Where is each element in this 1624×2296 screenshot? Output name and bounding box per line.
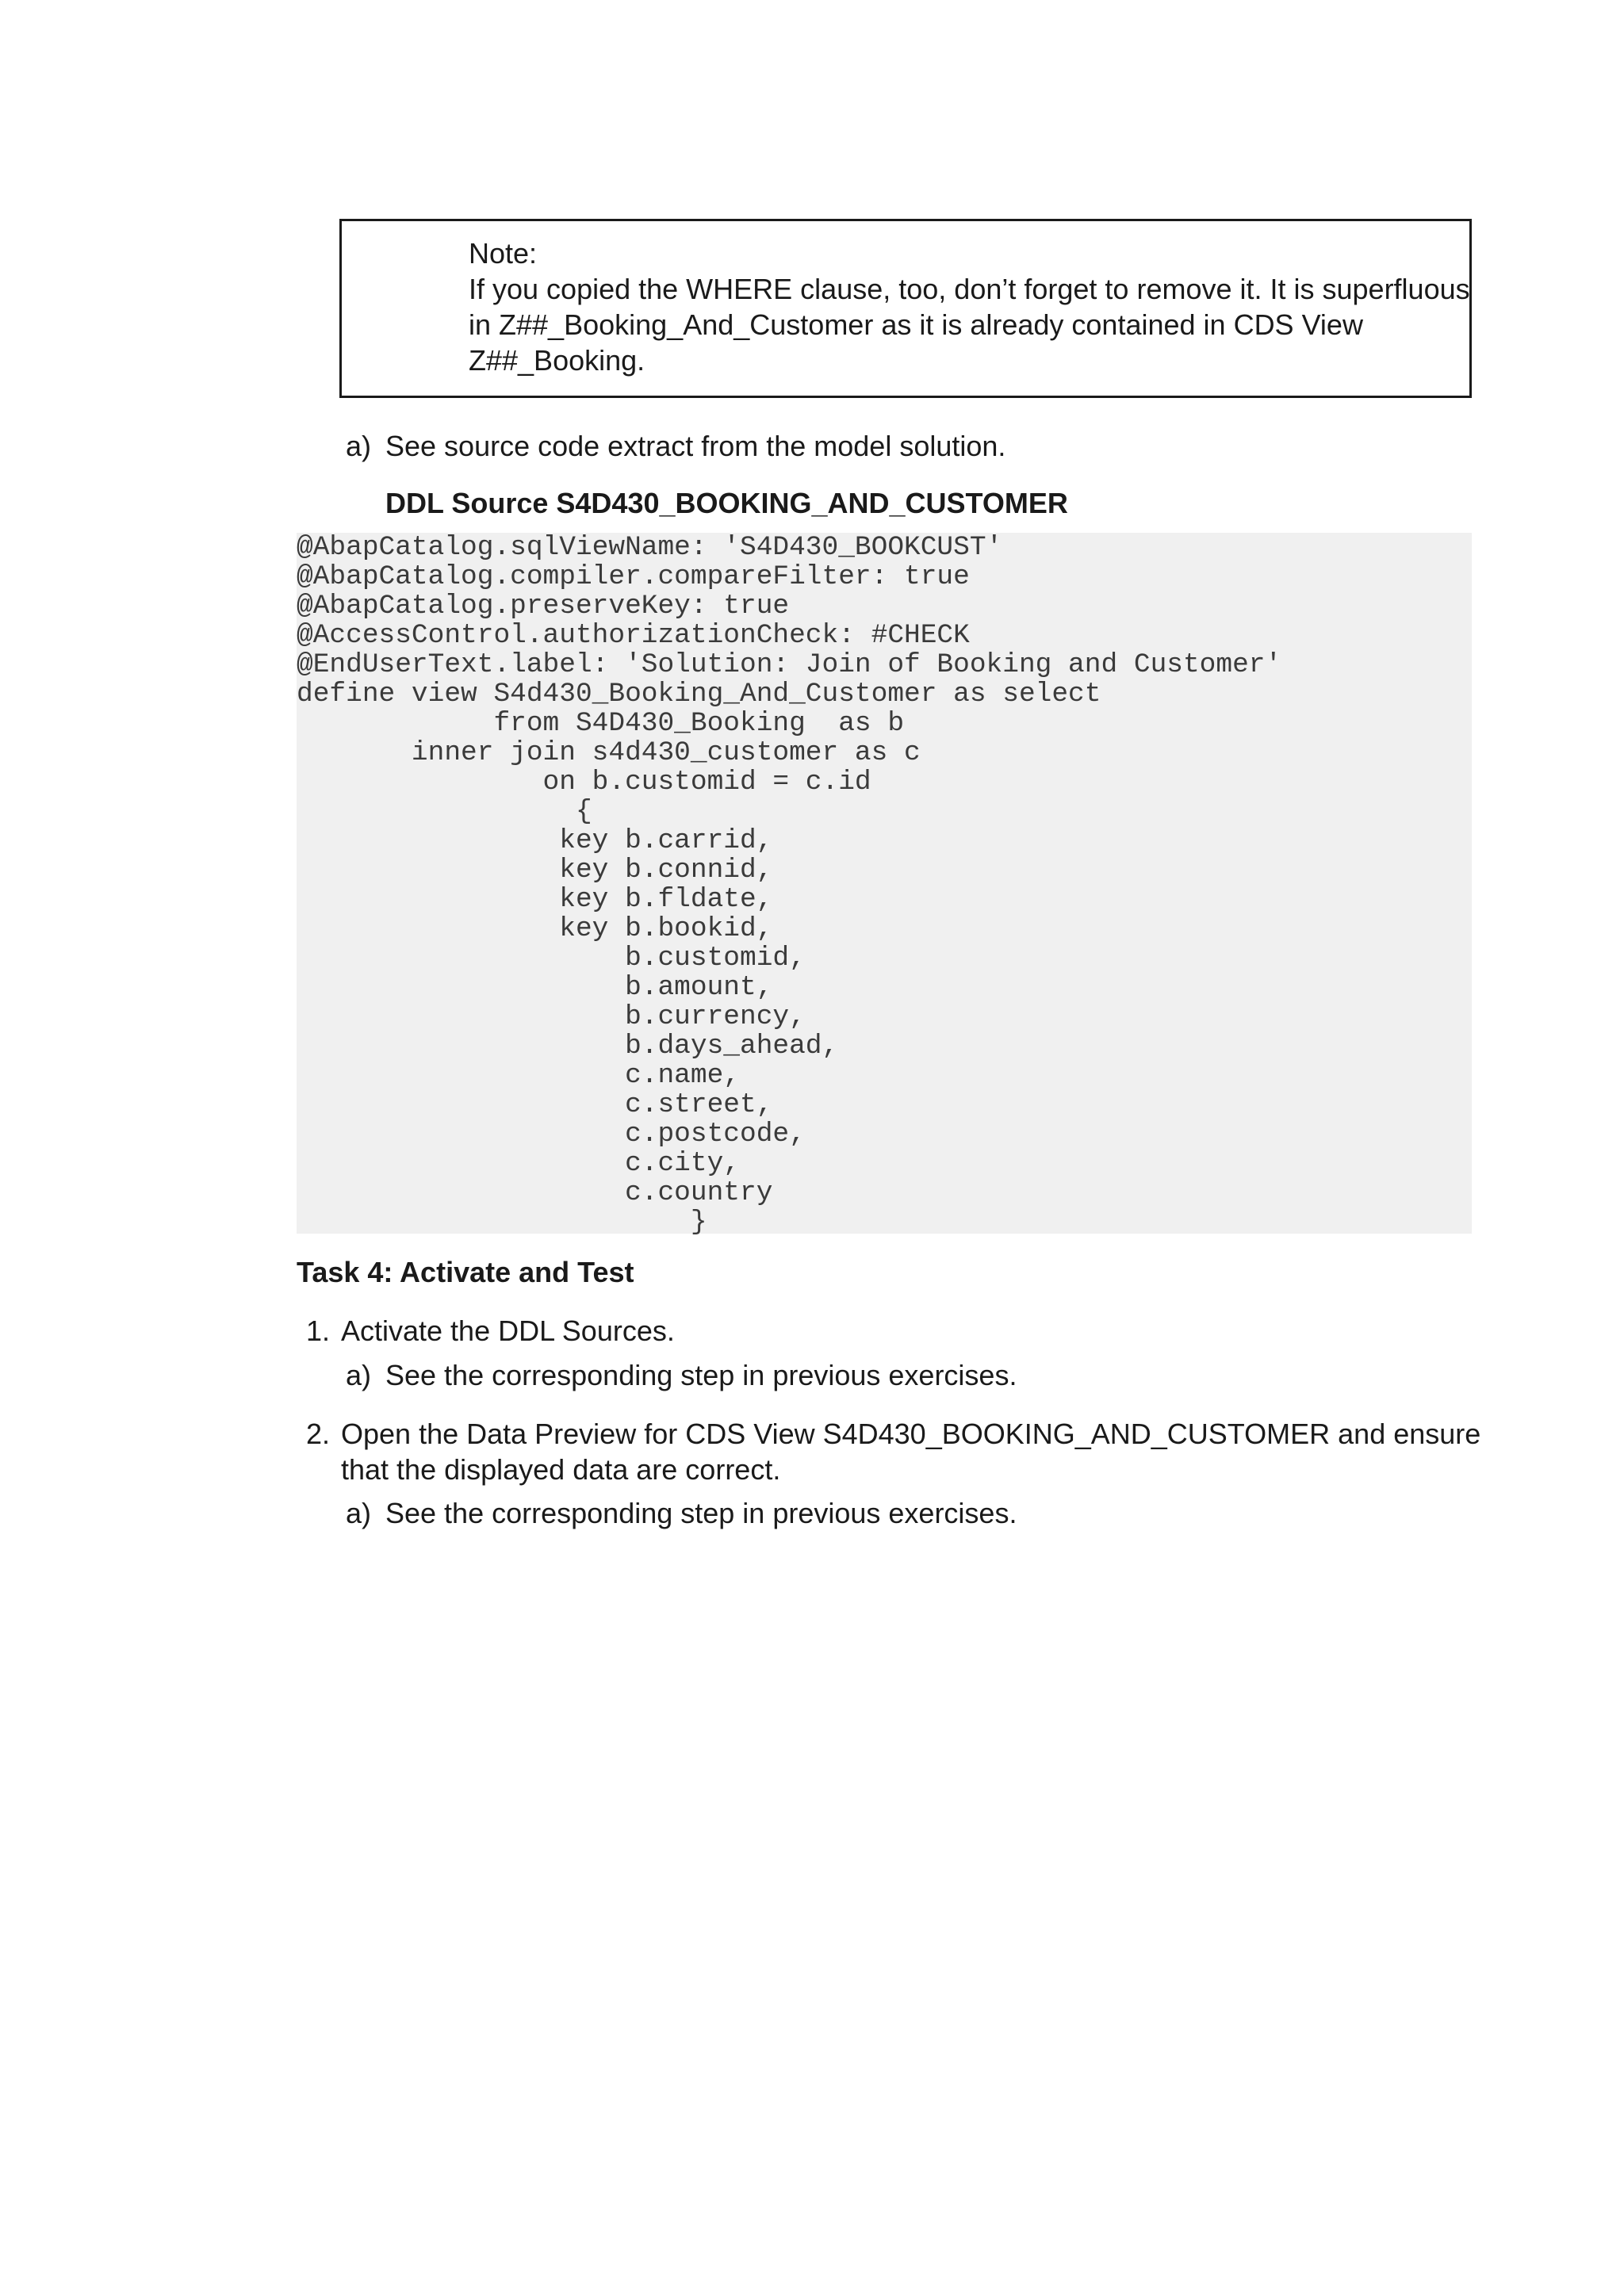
code-heading: DDL Source S4D430_BOOKING_AND_CUSTOMER bbox=[385, 487, 1068, 519]
step-text: See the corresponding step in previous exercises. bbox=[385, 1359, 1017, 1391]
code-line: b.days_ahead, bbox=[297, 1031, 839, 1062]
step-text: Activate the DDL Sources. bbox=[341, 1314, 675, 1347]
code-line: key b.bookid, bbox=[297, 913, 773, 944]
step-number: 1. bbox=[306, 1314, 331, 1347]
code-block bbox=[297, 532, 1472, 1238]
code-line: on b.customid = c.id bbox=[297, 767, 871, 798]
step-text: that the displayed data are correct. bbox=[341, 1453, 781, 1486]
task-step-1-sub-a bbox=[346, 1357, 1017, 1393]
code-line: @AccessControl.authorizationCheck: #CHECK bbox=[297, 620, 970, 651]
step-a-source-extract bbox=[346, 428, 1005, 464]
step-number: 2. bbox=[306, 1418, 331, 1450]
code-line: c.postcode, bbox=[297, 1119, 806, 1150]
code-line: b.customid, bbox=[297, 943, 806, 974]
note-line-3: Z##_Booking. bbox=[469, 344, 645, 377]
code-line: key b.connid, bbox=[297, 855, 773, 886]
note-line-2: in Z##_Booking_And_Customer as it is already contained in CDS View bbox=[469, 308, 1363, 341]
code-line: b.currency, bbox=[297, 1001, 806, 1032]
code-line: key b.fldate, bbox=[297, 884, 773, 915]
step-text: Open the Data Preview for CDS View S4D430_BOOKING_AND_CUSTOMER and ensure bbox=[341, 1418, 1481, 1450]
code-line: key b.carrid, bbox=[297, 825, 773, 856]
code-line: c.country bbox=[297, 1177, 773, 1208]
code-line: { bbox=[297, 796, 592, 827]
step-marker: a) bbox=[346, 430, 372, 462]
code-line: b.amount, bbox=[297, 972, 773, 1003]
note-box bbox=[339, 219, 1472, 398]
task-step-2-line-2 bbox=[306, 1452, 780, 1487]
code-line: define view S4d430_Booking_And_Customer as select bbox=[297, 679, 1101, 710]
code-line: @AbapCatalog.compiler.compareFilter: true bbox=[297, 561, 970, 592]
note-text bbox=[469, 235, 1470, 378]
code-line: from S4D430_Booking as b bbox=[297, 708, 905, 739]
task-step-1 bbox=[306, 1313, 675, 1349]
step-text: See the corresponding step in previous exercises. bbox=[385, 1497, 1017, 1529]
task-step-2 bbox=[306, 1416, 1480, 1452]
code-line: inner join s4d430_customer as c bbox=[297, 737, 921, 768]
note-line-1: If you copied the WHERE clause, too, don’t forget to remove it. It is superfluous bbox=[469, 273, 1470, 305]
code-line: c.street, bbox=[297, 1089, 773, 1120]
code-line: c.city, bbox=[297, 1148, 740, 1179]
note-title: Note: bbox=[469, 237, 538, 270]
code-line: @AbapCatalog.sqlViewName: 'S4D430_BOOKCUST' bbox=[297, 532, 1003, 563]
task-4-heading: Task 4: Activate and Test bbox=[297, 1256, 634, 1288]
task-step-2-sub-a bbox=[346, 1495, 1017, 1531]
code-line: @EndUserText.label: 'Solution: Join of Booking and Customer' bbox=[297, 649, 1282, 680]
code-line: c.name, bbox=[297, 1060, 740, 1091]
code-line: @AbapCatalog.preserveKey: true bbox=[297, 591, 790, 622]
step-text: See source code extract from the model solution. bbox=[385, 430, 1006, 462]
step-marker: a) bbox=[346, 1359, 372, 1391]
code-line: } bbox=[297, 1207, 707, 1238]
step-marker: a) bbox=[346, 1497, 372, 1529]
